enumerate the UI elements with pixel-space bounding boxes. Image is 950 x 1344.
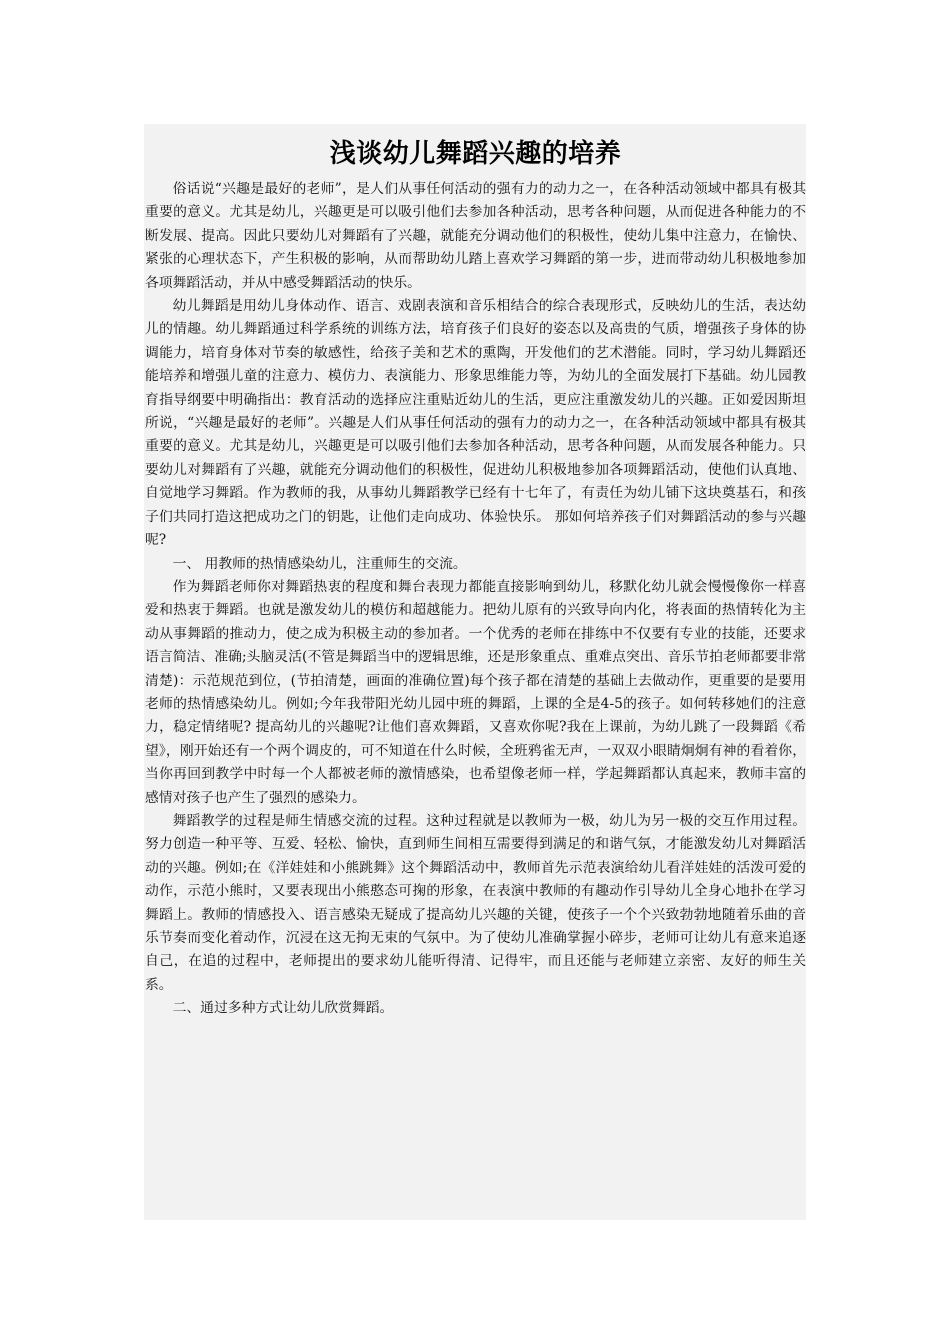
paragraph-teacher-enthusiasm: 作为舞蹈老师你对舞蹈热衷的程度和舞台表现力都能直接影响到幼儿，移默化幼儿就会慢慢像你一样喜爱和热衷于舞蹈。也就是激发幼儿的模仿和超越能力。把幼儿原有的兴致导向内化，将表面的热情转化为主动从事舞蹈的推动力，使之成为积极主动的参加者。一个优秀的老师在排练中不仅要有专业的技能，还要求语言简洁、准确;头脑灵活(不管是舞蹈当中的逻辑思维，还是形象重点、重难点突出、音乐节拍老师都要非常清楚)：示范规范到位，(节拍清楚，画面的准确位置)每个孩子都在清楚的基础上去做动作，更重要的是要用老师的热情感染幼儿。例如;今年我带阳光幼儿园中班的舞蹈，上课的全是4-5的孩子。如何转移她们的注意力，稳定情绪呢? 提高幼儿的兴趣呢?让他们喜欢舞蹈，又喜欢你呢?我在上课前，为幼儿跳了一段舞蹈《希望》，刚开始还有一个两个调皮的，可不知道在什么时候，全班鸦雀无声，一双双小眼睛炯炯有神的看着你，当你再回到教学中时每一个人都被老师的激情感染，也希望像老师一样，学起舞蹈都认真起来，教师丰富的感情对孩子也产生了强烈的感染力。 — [145, 578, 806, 806]
paragraph-emotional-exchange: 舞蹈教学的过程是师生情感交流的过程。这种过程就是以教师为一极，幼儿为另一极的交互作用过程。努力创造一种平等、互爱、轻松、愉快，直到师生间相互需要得到满足的和谐气氛，才能激发幼儿对舞蹈活动的兴趣。例如;在《洋娃娃和小熊跳舞》这个舞蹈活动中，教师首先示范表演给幼儿看洋娃娃的活泼可爱的动作，示范小熊时，又要表现出小熊憨态可掬的形象，在表演中教师的有趣动作引导幼儿全身心地扑在学习舞蹈上。教师的情感投入、语言感染无疑成了提高幼儿兴趣的关键，使孩子一个个兴致勃勃地随着乐曲的音乐节奏而变化着动作，沉浸在这无拘无束的气氛中。为了使幼儿准确掌握小碎步，老师可让幼儿有意来追逐自己，在追的过程中，老师提出的要求幼儿能听得清、记得牢，而且还能与老师建立亲密、友好的师生关系。 — [145, 812, 806, 993]
document-title: 浅谈幼儿舞蹈兴趣的培养 — [329, 139, 622, 169]
article-text-block — [144, 124, 806, 1220]
paragraph-dance-overview: 幼儿舞蹈是用幼儿身体动作、语言、戏剧表演和音乐相结合的综合表现形式，反映幼儿的生活，表达幼儿的情趣。幼儿舞蹈通过科学系统的训练方法，培育孩子们良好的姿态以及高贵的气质，增强孩子身体的协调能力，培育身体对节奏的敏感性，给孩子美和艺术的熏陶，开发他们的艺术潜能。同时，学习幼儿舞蹈还能培养和增强儿童的注意力、模仿力、表演能力、形象思维能力等，为幼儿的全面发展打下基础。幼儿园教育指导纲要中明确指出：教育活动的选择应注重贴近幼儿的生活，更应注重激发幼儿的兴趣。正如爱因斯坦所说，“兴趣是最好的老师”。兴趣是人们从事任何活动的强有力的动力之一，在各种活动领域中都具有极其重要的意义。尤其是幼儿，兴趣更是可以吸引他们去参加各种活动，思考各种问题，从而发展各种能力。只要幼儿对舞蹈有了兴趣，就能充分调动他们的积极性，促进幼儿积极地参加各项舞蹈活动，使他们认真地、自觉地学习舞蹈。作为教师的我，从事幼儿舞蹈教学已经有十七年了，有责任为幼儿铺下这块奠基石，和孩子们共同打造这把成功之门的钥匙，让他们走向成功、体验快乐。 那如何培养孩子们对舞蹈活动的参与兴趣呢? — [145, 298, 806, 549]
paragraph-intro: 俗话说“兴趣是最好的老师”，是人们从事任何活动的强有力的动力之一，在各种活动领域中都具有极其重要的意义。尤其是幼儿，兴趣更是可以吸引他们去参加各种活动，思考各种问题，从而促进各种能力的不断发展、提高。因此只要幼儿对舞蹈有了兴趣，就能充分调动他们的积极性，使幼儿集中注意力，在愉快、紧张的心理状态下，产生积极的影响，从而帮助幼儿踏上喜欢学习舞蹈的第一步，进而带动幼儿积极地参加各项舞蹈活动，并从中感受舞蹈活动的快乐。 — [145, 181, 806, 291]
section-heading-2: 二、通过多种方式让幼儿欣赏舞蹈。 — [172, 1000, 394, 1017]
section-heading-1: 一、 用教师的热情感染幼儿，注重师生的交流。 — [172, 555, 467, 572]
